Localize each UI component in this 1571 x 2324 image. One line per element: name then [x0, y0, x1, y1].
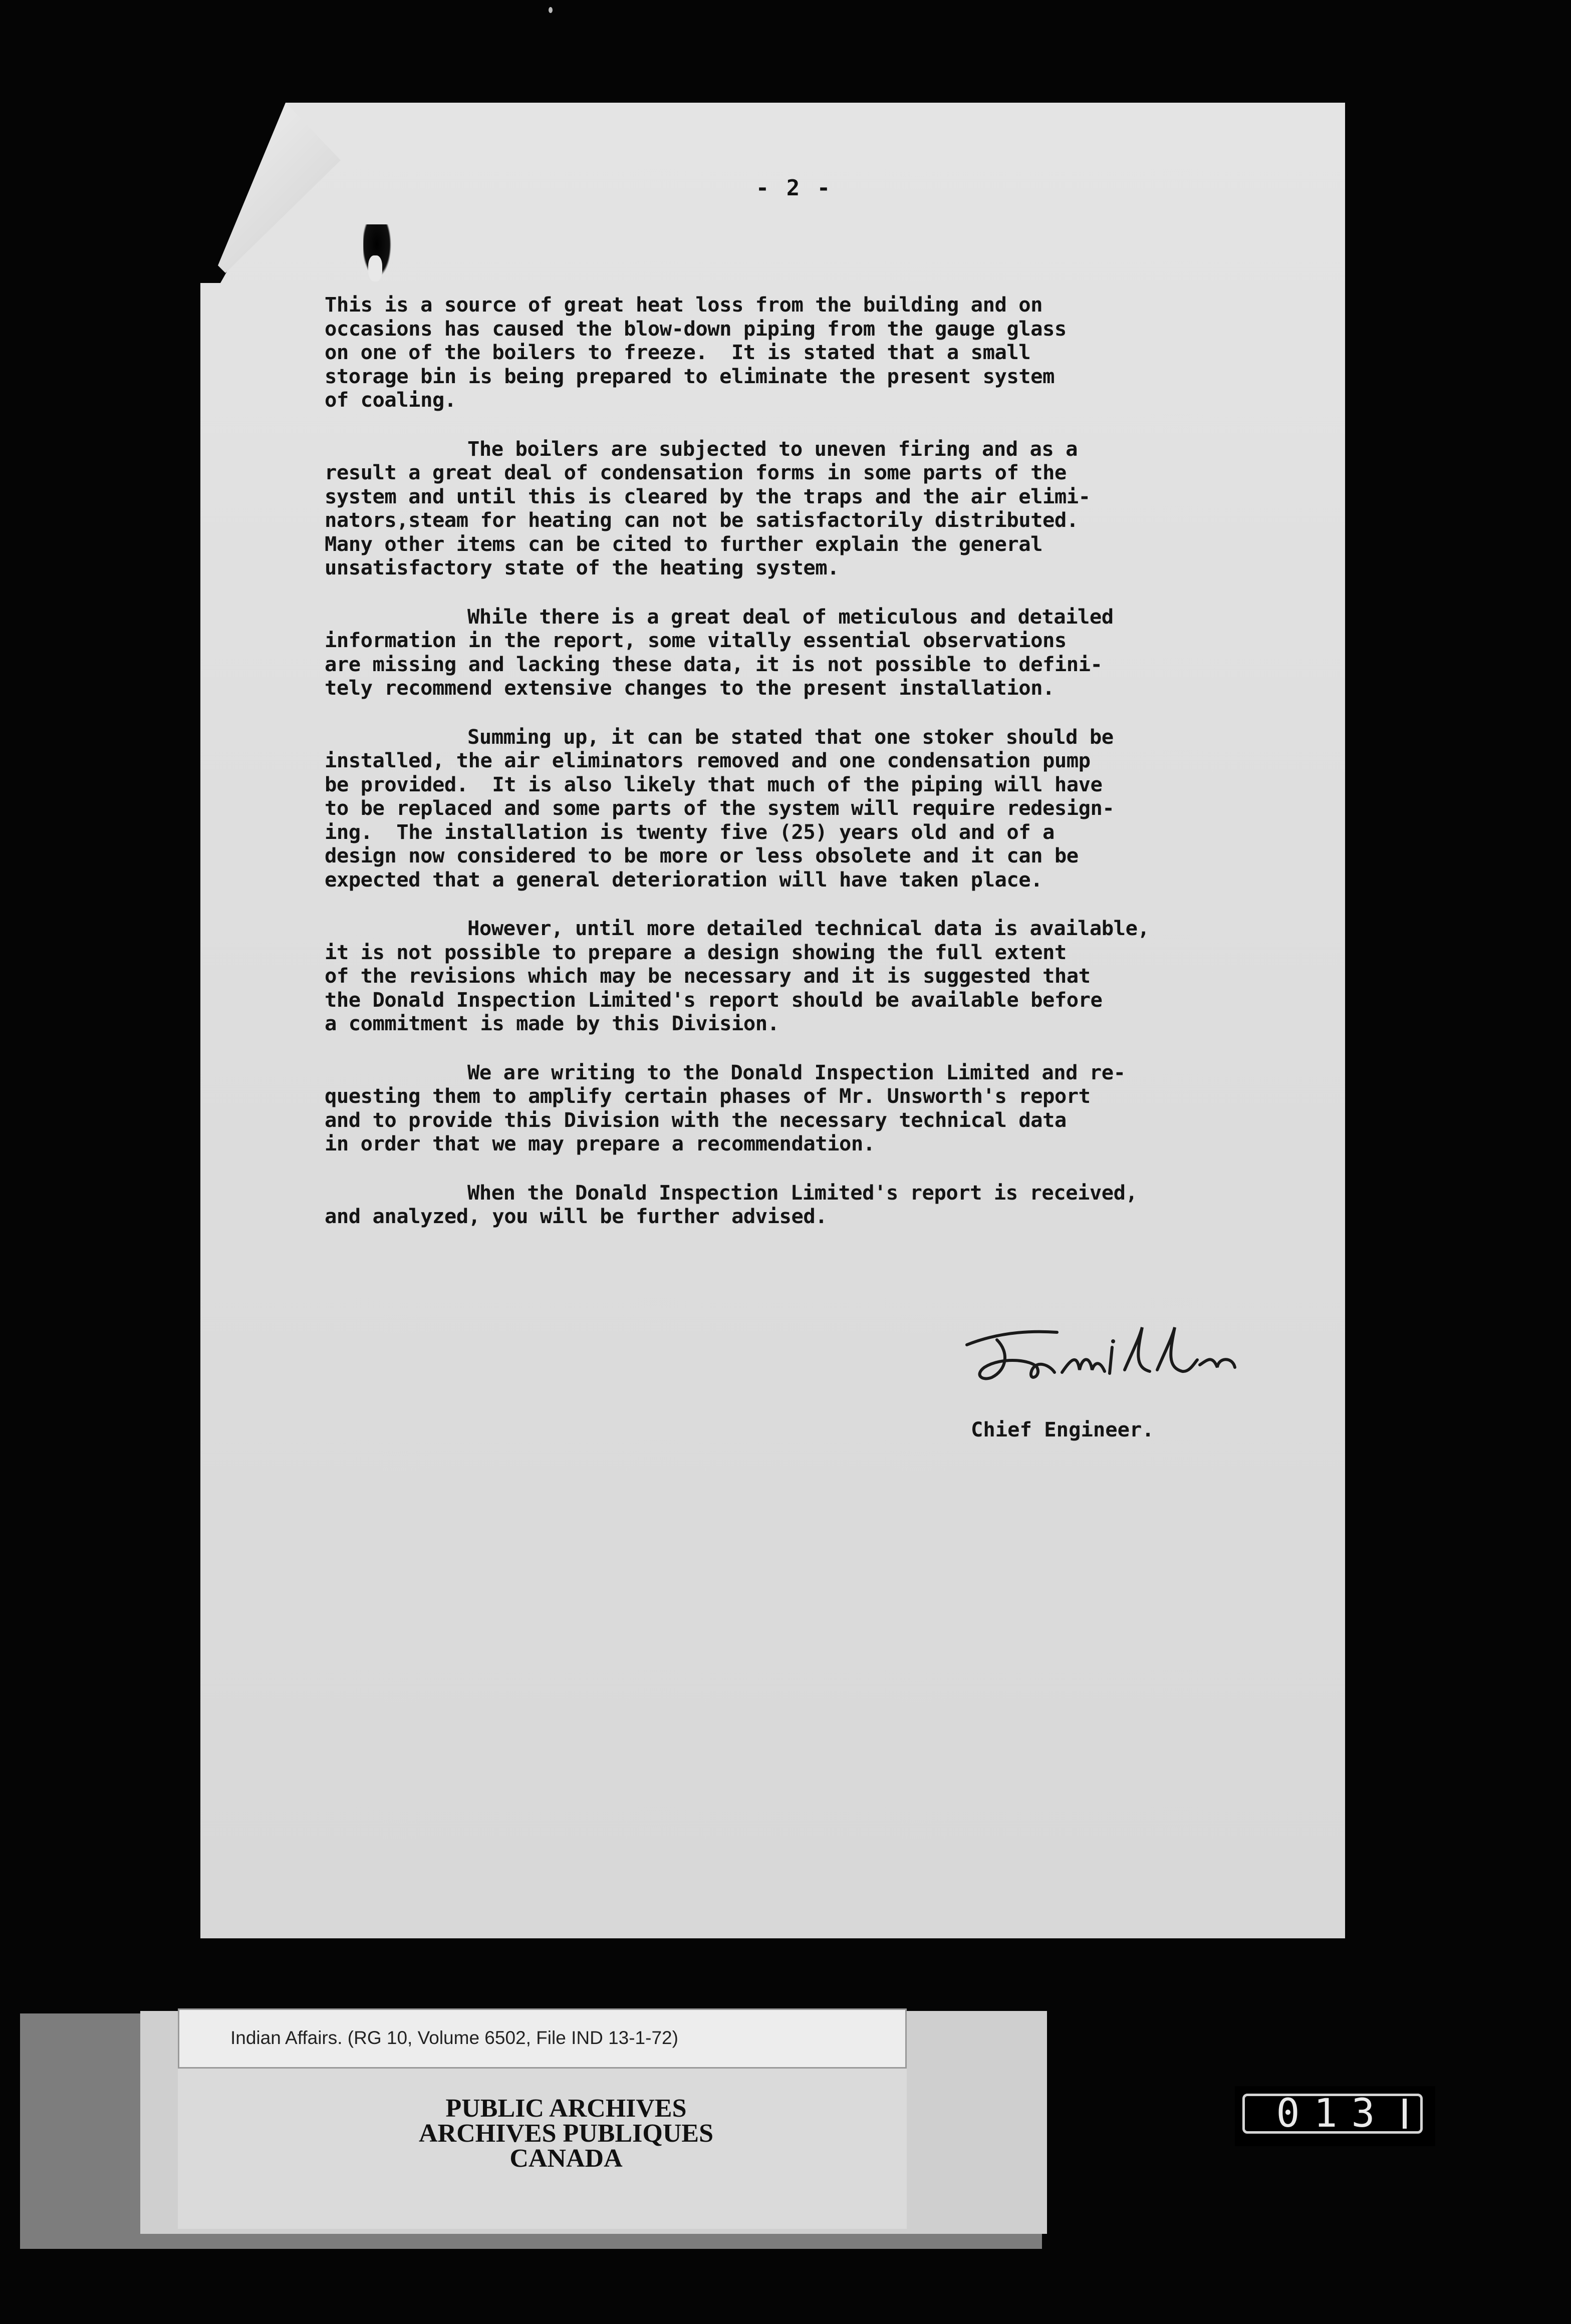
film-dust-speck	[549, 7, 553, 13]
page-number: - 2 -	[755, 175, 833, 201]
line-text: information in the report, some vitally essential observations	[325, 628, 1067, 652]
line-text: it is not possible to prepare a design showing the full extent	[325, 940, 1067, 964]
line-text: unsatisfactory state of the heating system.	[325, 555, 839, 579]
text-line	[325, 988, 1249, 1012]
text-line	[325, 485, 1249, 509]
text-line	[325, 388, 1249, 412]
line-text: Many other items can be cited to further explain the general	[325, 531, 1042, 556]
text-line	[325, 508, 1249, 532]
line-text: of the revisions which may be necessary and it is suggested that	[325, 964, 1091, 988]
stamp-line-fr: ARCHIVES PUBLIQUES	[418, 2119, 714, 2148]
text-line	[325, 1084, 1249, 1108]
text-line	[325, 293, 1249, 317]
text-line	[325, 773, 1249, 797]
text-line	[325, 437, 1249, 461]
line-text: to be replaced and some parts of the system will require redesign-	[325, 796, 1115, 820]
stamp-line-country: CANADA	[509, 2144, 623, 2173]
text-line	[325, 532, 1249, 556]
text-line	[325, 1108, 1249, 1132]
line-text: ing. The installation is twenty five (25) years old and of a	[325, 819, 1055, 844]
line-text: occasions has caused the blow-down piping from the gauge glass	[325, 316, 1067, 341]
line-text: While there is a great deal of meticulous and detailed	[467, 604, 1114, 629]
punch-hole-highlight	[368, 255, 382, 281]
text-line	[325, 341, 1249, 365]
line-text: questing them to amplify certain phases of Mr. Unsworth's report	[325, 1084, 1091, 1108]
frame-counter: 013	[1276, 2091, 1389, 2136]
line-text: system and until this is cleared by the traps and the air elimi-	[325, 484, 1091, 508]
text-line	[325, 725, 1249, 749]
text-line	[325, 317, 1249, 341]
handwritten-signature	[962, 1317, 1272, 1387]
text-line	[325, 676, 1249, 700]
frame-counter-tick	[1403, 2099, 1407, 2129]
text-line	[325, 1132, 1249, 1156]
text-line	[325, 796, 1249, 820]
line-text: and analyzed, you will be further advised.	[325, 1204, 828, 1228]
text-line	[325, 749, 1249, 773]
line-text: Summing up, it can be stated that one stoker should be	[467, 724, 1114, 749]
stamp-line-en: PUBLIC ARCHIVES	[445, 2094, 687, 2123]
line-text: on one of the boilers to freeze. It is stated that a small	[325, 340, 1031, 364]
line-text: in order that we may prepare a recommendation.	[325, 1131, 875, 1155]
public-archives-stamp	[346, 2096, 787, 2171]
line-text: When the Donald Inspection Limited's report is received,	[467, 1180, 1138, 1205]
paragraph	[325, 605, 1249, 700]
paragraph	[325, 1181, 1249, 1229]
line-text: result a great deal of condensation forms in some parts of the	[325, 460, 1067, 484]
paragraph	[325, 437, 1249, 580]
signature-title: Chief Engineer.	[971, 1417, 1154, 1441]
text-line	[325, 556, 1249, 580]
line-text: expected that a general deterioration will have taken place.	[325, 867, 1042, 892]
text-line	[325, 365, 1249, 389]
line-text: and to provide this Division with the necessary technical data	[325, 1107, 1067, 1132]
text-line	[325, 820, 1249, 844]
archive-reference: Indian Affairs. (RG 10, Volume 6502, File IND 13-1-72)	[230, 2027, 678, 2048]
line-text: However, until more detailed technical data is available,	[467, 916, 1150, 940]
line-text: installed, the air eliminators removed and one condensation pump	[325, 748, 1091, 772]
text-line	[325, 917, 1249, 941]
line-text: be provided. It is also likely that much of the piping will have	[325, 772, 1103, 796]
line-text: The boilers are subjected to uneven firing and as a	[467, 436, 1078, 461]
line-text: are missing and lacking these data, it is not possible to defini-	[325, 652, 1103, 676]
line-text: nators,steam for heating can not be satisfactorily distributed.	[325, 508, 1079, 532]
line-text: This is a source of great heat loss from the building and on	[325, 293, 1042, 317]
letter-body	[325, 293, 1249, 1254]
text-line	[325, 844, 1249, 868]
line-text: storage bin is being prepared to eliminate the present system	[325, 364, 1055, 388]
paragraph	[325, 917, 1249, 1036]
text-line	[325, 1205, 1249, 1229]
line-text: tely recommend extensive changes to the present installation.	[325, 676, 1055, 700]
text-line	[325, 964, 1249, 988]
line-text: of coaling.	[325, 388, 456, 412]
paragraph	[325, 1061, 1249, 1156]
text-line	[325, 653, 1249, 677]
text-line	[325, 461, 1249, 485]
paragraph	[325, 725, 1249, 892]
text-line	[325, 941, 1249, 965]
text-line	[325, 868, 1249, 892]
line-text: a commitment is made by this Division.	[325, 1011, 779, 1035]
text-line	[325, 1181, 1249, 1205]
text-line	[325, 1061, 1249, 1085]
line-text: design now considered to be more or less obsolete and it can be	[325, 843, 1079, 867]
text-line	[325, 605, 1249, 629]
text-line	[325, 629, 1249, 653]
line-text: the Donald Inspection Limited's report should be available before	[325, 987, 1103, 1012]
paragraph	[325, 293, 1249, 412]
text-line	[325, 1012, 1249, 1036]
line-text: We are writing to the Donald Inspection Limited and re-	[467, 1060, 1126, 1084]
